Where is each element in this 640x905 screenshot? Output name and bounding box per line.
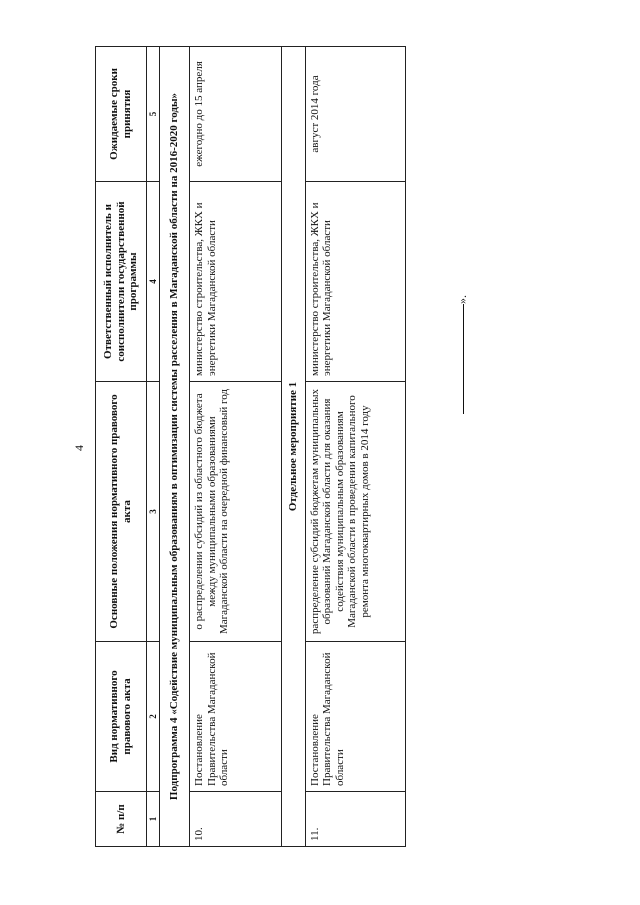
header-executor: Ответственный исполнитель и соисполнители государственной программы: [96, 182, 147, 382]
col-num-1: 1: [146, 792, 159, 847]
section-title: Подпрограмма 4 «Содействие муниципальным образованиям в оптимизации системы расселения в Магаданской области на 2016-2020 годы»: [160, 47, 190, 847]
closing-mark: [455, 295, 475, 435]
row-content: распределение субсидий бюджетам муниципальных образований Магаданской области для оказания содействия муниципальным образованиям Магаданской области в проведении капитального ремонта многоквартирных домов в 2014 году: [305, 382, 405, 642]
header-content: Основные положения нормативного правового акта: [96, 382, 147, 642]
page-number: 4: [72, 445, 86, 451]
table-row: [305, 47, 405, 847]
column-number-row: [146, 47, 159, 847]
col-num-2: 2: [146, 642, 159, 792]
header-row: [96, 47, 147, 847]
row-executor: министерство строительства, ЖКХ и энергетики Магаданской области: [305, 182, 405, 382]
subsection-title-row: [281, 47, 305, 847]
closing-quote: ».: [455, 295, 469, 304]
row-num: 10.: [189, 792, 281, 847]
subsection-title: Отдельное мероприятие 1: [281, 47, 305, 847]
row-deadline: август 2014 года: [305, 47, 405, 182]
rotated-table-wrapper: [95, 47, 565, 847]
row-type: Постановление Правительства Магаданской области: [189, 642, 281, 792]
col-num-3: 3: [146, 382, 159, 642]
table-row: [189, 47, 281, 847]
header-type: Вид нормативного правового акта: [96, 642, 147, 792]
col-num-5: 5: [146, 47, 159, 182]
col-num-4: 4: [146, 182, 159, 382]
header-deadline: Ожидаемые сроки принятия: [96, 47, 147, 182]
closing-line: [463, 304, 464, 414]
section-title-row: [160, 47, 190, 847]
row-content: о распределении субсидий из областного бюджета между муниципальными образованиями Магаданской области на очередной финансовый год: [189, 382, 281, 642]
header-num: № п/п: [96, 792, 147, 847]
row-deadline: ежегодно до 15 апреля: [189, 47, 281, 182]
row-executor: министерство строительства, ЖКХ и энергетики Магаданской области: [189, 182, 281, 382]
legal-acts-table: [95, 46, 406, 847]
row-type: Постановление Правительства Магаданской области: [305, 642, 405, 792]
row-num: 11.: [305, 792, 405, 847]
